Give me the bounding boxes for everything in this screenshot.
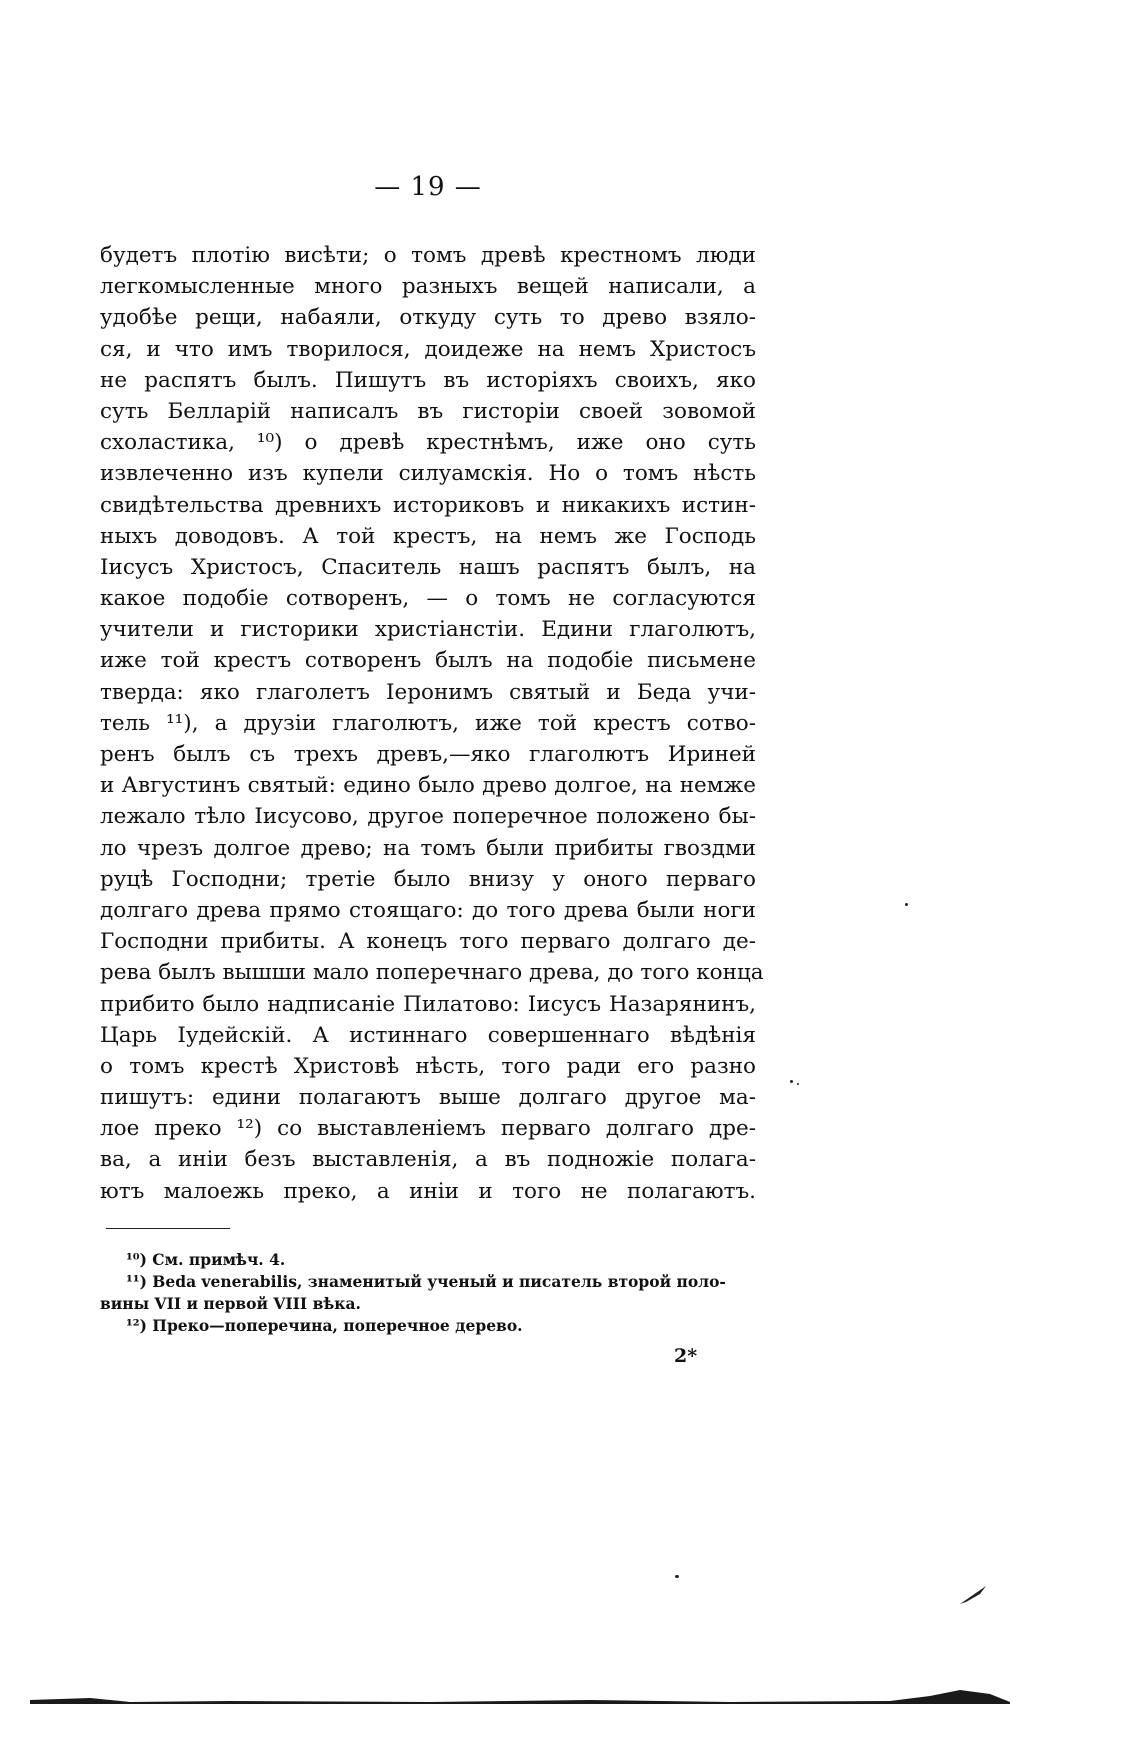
scan-speck — [790, 1080, 793, 1083]
scan-mark — [958, 1584, 988, 1606]
footnotes — [100, 1249, 762, 1337]
scan-speck — [797, 1083, 799, 1085]
text-line: и Августинъ святый: едино было древо долгое, на немже — [100, 773, 756, 799]
text-line: иже той крестъ сотворенъ былъ на подобіе письмене — [100, 648, 756, 674]
footnote-divider — [106, 1228, 230, 1229]
scan-bottom-edge — [30, 1690, 1010, 1704]
scan-speck — [675, 1575, 679, 1578]
text-line: долгаго древа прямо стоящаго: до того древа были ноги — [100, 897, 756, 923]
text-line: руцѣ Господни; третіе было внизу у оного перваго — [100, 866, 756, 892]
text-line: рева былъ вышши мало поперечнаго древа, до того конца — [100, 960, 764, 986]
text-line: ренъ былъ съ трехъ древъ,—яко глаголютъ Ириней — [100, 742, 756, 767]
text-line: лое преко ¹²) со выставленіемъ перваго долгаго дре- — [100, 1116, 756, 1142]
text-line: ютъ малоежь преко, а иніи и того не полагаютъ. — [100, 1178, 756, 1204]
text-line: извлеченно изъ купели силуамскія. Но о томъ нѣсть — [100, 461, 756, 487]
text-line: ло чрезъ долгое древо; на томъ были прибиты гвоздми — [100, 835, 756, 861]
body-text — [100, 240, 764, 1207]
text-line: будетъ плотію висѣти; о томъ древѣ крестномъ люди — [100, 243, 756, 268]
text-line: о томъ крестѣ Христовѣ нѣсть, того ради его разно — [100, 1053, 756, 1079]
text-line: пишутъ: едини полагаютъ выше долгаго другое ма- — [100, 1085, 756, 1111]
footnote-12: ¹²) Преко—поперечина, поперечное дерево. — [126, 1316, 523, 1335]
text-line: твердa: яко глаголетъ Іеронимъ святый и Беда учи- — [100, 679, 756, 705]
text-line: схоластика, ¹⁰) о древѣ крестнѣмъ, иже оно суть — [100, 430, 756, 456]
scan-speck — [905, 903, 908, 906]
text-line: Іисусъ Христосъ, Спаситель нашъ распятъ былъ, на — [100, 554, 756, 580]
text-line: свидѣтельства древнихъ историковъ и никакихъ истин- — [100, 492, 756, 518]
text-line: удобѣе рещи, набаяли, откуду суть то древо взяло- — [100, 305, 756, 331]
text-line: учители и гисторики христіанстіи. Едини глаголютъ, — [100, 617, 756, 643]
footnote-10: ¹⁰) См. примѣч. 4. — [126, 1250, 286, 1269]
text-line: ва, а иніи безъ выставленія, а въ подножіе полага- — [100, 1147, 756, 1173]
text-line: суть Белларій написалъ въ гисторіи своей зовомой — [100, 398, 756, 424]
text-line: ныхъ доводовъ. А той крестъ, на немъ же Господь — [100, 523, 756, 549]
text-line: легкомысленные много разныхъ вещей написали, а — [100, 274, 756, 300]
footnote-11-continued: вины VII и первой VIII вѣка. — [100, 1294, 361, 1313]
text-line: ся, и что имъ творилося, доидеже на немъ Христосъ — [100, 336, 756, 362]
footnote-11: ¹¹) Beda venerabilis, знаменитый ученый и писатель второй поло- — [126, 1272, 726, 1291]
signature-mark: 2* — [674, 1345, 698, 1367]
page-number: — 19 — — [374, 172, 482, 202]
text-line: прибито было надписаніе Пилатово: Іисусъ Назарянинъ, — [100, 991, 756, 1017]
text-line: не распятъ былъ. Пишутъ въ исторіяхъ своихъ, яко — [100, 367, 756, 393]
text-line: Господни прибиты. А конецъ того перваго долгаго де- — [100, 929, 756, 955]
text-line: Царь Іудейскій. А истиннаго совершеннаго вѣдѣнія — [100, 1022, 756, 1048]
text-line: лежало тѣло Іисусово, другое поперечное положено бы- — [100, 804, 756, 830]
text-line: какое подобіе сотворенъ, — о томъ не согласуются — [100, 586, 756, 612]
text-line: тель ¹¹), а друзіи глаголютъ, иже той крестъ сотво- — [100, 710, 756, 736]
